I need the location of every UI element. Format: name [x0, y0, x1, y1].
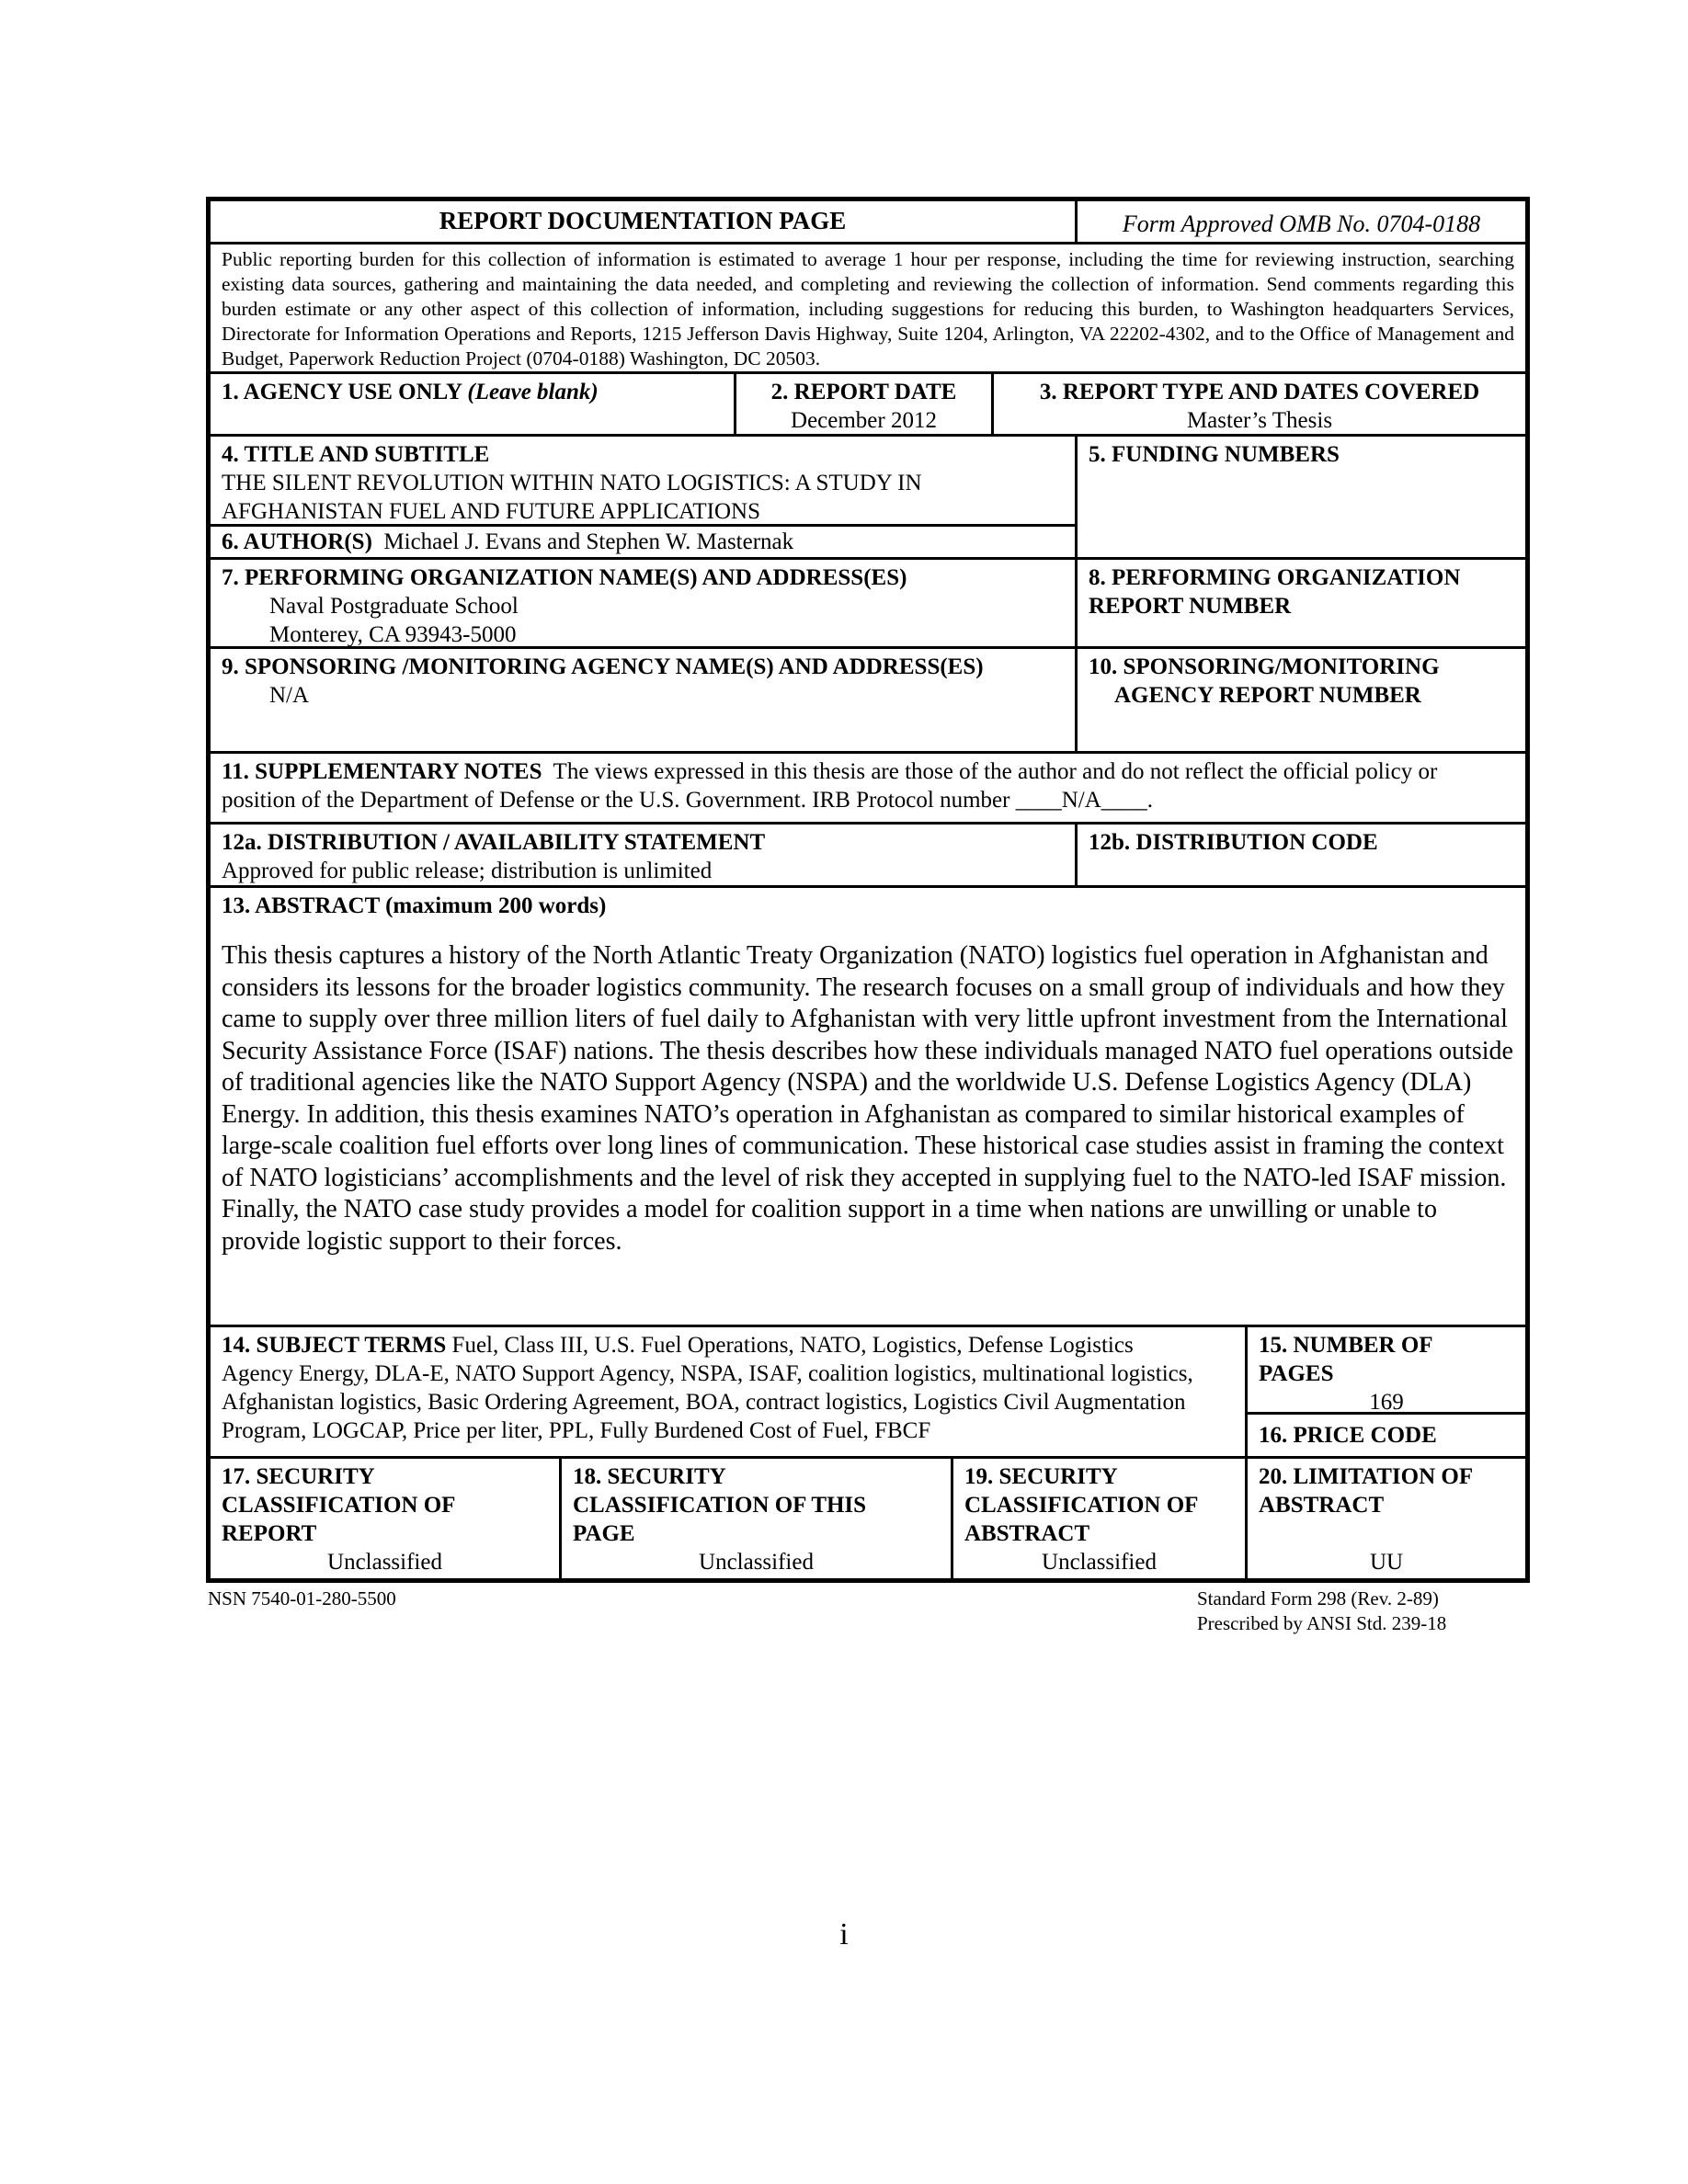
- field-supplementary-notes: [211, 754, 1525, 822]
- field-label: 6. AUTHOR(S): [222, 529, 372, 554]
- field-subject-terms: [211, 1327, 1245, 1456]
- field-label: CLASSIFICATION OF THIS: [573, 1493, 867, 1518]
- field-value: December 2012: [791, 408, 937, 433]
- field-label: 18. SECURITY: [573, 1464, 726, 1489]
- field-label: CLASSIFICATION OF: [964, 1493, 1199, 1518]
- field-distribution-statement: [211, 825, 1075, 885]
- field-title: [211, 437, 1075, 524]
- field-label: 14. SUBJECT TERMS: [222, 1333, 447, 1358]
- field-abstract: [211, 888, 1525, 1325]
- field-label: ABSTRACT: [1259, 1493, 1385, 1518]
- field-label: PAGES: [1259, 1361, 1334, 1386]
- field-value: Approved for public release; distribution is unlimited: [222, 859, 713, 883]
- field-label: 12a. DISTRIBUTION / AVAILABILITY STATEMENT: [222, 830, 766, 855]
- field-label: REPORT NUMBER: [1089, 594, 1292, 619]
- field-label: CLASSIFICATION OF: [222, 1493, 456, 1518]
- field-value: 169: [1369, 1390, 1404, 1412]
- field-label: 13. ABSTRACT (maximum 200 words): [222, 893, 607, 918]
- field-label: 15. NUMBER OF: [1259, 1333, 1433, 1358]
- field-label: 10. SPONSORING/MONITORING: [1089, 654, 1440, 679]
- field-price-code: 16. PRICE CODE: [1259, 1423, 1437, 1448]
- prescribed-by-label: Prescribed by ANSI Std. 239-18: [1197, 1612, 1447, 1634]
- field-authors: [211, 527, 1075, 557]
- field-label: 3. REPORT TYPE AND DATES COVERED: [1039, 380, 1480, 404]
- field-value: Unclassified: [327, 1550, 442, 1575]
- field-number-of-pages: [1248, 1327, 1525, 1412]
- field-label: 17. SECURITY: [222, 1464, 375, 1489]
- field-label: ABSTRACT: [964, 1521, 1090, 1546]
- field-limitation-of-abstract: [1248, 1459, 1525, 1578]
- border-right: [1525, 197, 1530, 1583]
- report-documentation-form: [206, 197, 1530, 1583]
- field-label: 2. REPORT DATE: [770, 380, 957, 404]
- org-address: Monterey, CA 93943-5000: [269, 622, 517, 646]
- field-label: 19. SECURITY: [964, 1464, 1118, 1489]
- field-value: THE SILENT REVOLUTION WITHIN NATO LOGISTICS: A STUDY IN AFGHANISTAN FUEL AND FUTURE APPLICATIONS: [222, 471, 922, 524]
- field-sponsoring-report-number: [1078, 649, 1525, 751]
- form-approved-note: Form Approved OMB No. 0704-0188: [1122, 210, 1481, 237]
- field-label: 1. AGENCY USE ONLY: [222, 380, 468, 404]
- field-label: 11. SUPPLEMENTARY NOTES: [222, 759, 542, 784]
- org-name: Naval Postgraduate School: [269, 594, 519, 619]
- field-value: Fuel, Class III, U.S. Fuel Operations, NATO, Logistics, Defense Logistics Agency Energy, DLA-E, NATO Support Agency, NSPA, ISAF, coalition logistics, multinational logistics, Afghanistan logistics, Basic Ordering Agreement, BOA, contract logistics, Logistics Civil Augmentation Program, LOGCAP, Price per liter, PPL, Fully Burdened Cost of Fuel, FBCF: [222, 1333, 1193, 1443]
- field-value: Unclassified: [1042, 1550, 1157, 1575]
- field-label: 4. TITLE AND SUBTITLE: [222, 442, 490, 467]
- field-label: PAGE: [573, 1521, 635, 1546]
- field-security-classification-report: [211, 1459, 559, 1578]
- field-value: The views expressed in this thesis are those of the author and do not reflect the official policy or position of the Department of Defense or the U.S. Government. IRB Protocol number ____N/A____.: [222, 759, 1438, 813]
- form-title: REPORT DOCUMENTATION PAGE: [439, 207, 847, 234]
- burden-notice: Public reporting burden for this collection of information is estimated to average 1 hour per response, including the time for reviewing instruction, searching existing data sources, gathering and maintaining the data needed, and completing and reviewing the collection of information. Send comments regarding this burden estimate or any other aspect of this collection of information, including suggestions for reducing this burden, to Washington headquarters Services, Directorate for Information Operations and Reports, 1215 Jefferson Davis Highway, Suite 1204, Arlington, VA 22202-4302, and to the Office of Management and Budget, Paperwork Reduction Project (0704-0188) Washington, DC 20503.: [222, 248, 1514, 370]
- field-performing-organization: [211, 560, 1075, 646]
- field-label: 7. PERFORMING ORGANIZATION NAME(S) AND ADDRESS(ES): [222, 565, 907, 590]
- field-value: N/A: [269, 683, 310, 708]
- field-value: Master’s Thesis: [1186, 408, 1333, 433]
- field-security-classification-abstract: [953, 1459, 1245, 1578]
- field-note: (Leave blank): [467, 380, 599, 404]
- standard-form-label: Standard Form 298 (Rev. 2-89): [1197, 1587, 1439, 1610]
- field-label: AGENCY REPORT NUMBER: [1114, 683, 1421, 708]
- field-label: 8. PERFORMING ORGANIZATION: [1089, 565, 1461, 590]
- field-funding-numbers: 5. FUNDING NUMBERS: [1089, 442, 1340, 467]
- field-label: 9. SPONSORING /MONITORING AGENCY NAME(S) AND ADDRESS(ES): [222, 654, 984, 679]
- field-sponsoring-agency: [211, 649, 1075, 751]
- field-value: UU: [1369, 1550, 1404, 1575]
- field-distribution-code: 12b. DISTRIBUTION CODE: [1089, 830, 1378, 855]
- field-report-type: [994, 374, 1525, 434]
- field-report-date: [736, 374, 991, 434]
- abstract-text: This thesis captures a history of the North Atlantic Treaty Organization (NATO) logistics fuel operation in Afghanistan and considers its lessons for the broader logistics community. The research focuses on a small group of individuals and how they came to supply over three million liters of fuel daily to Afghanistan with very little upfront investment from the International Security Assistance Force (ISAF) nations. The thesis describes how these individuals managed NATO fuel operations outside of traditional agencies like the NATO Support Agency (NSPA) and the worldwide U.S. Defense Logistics Agency (DLA) Energy. In addition, this thesis examines NATO’s operation in Afghanistan as compared to similar historical examples of large-scale coalition fuel efforts over long lines of communication. These historical case studies assist in framing the context of NATO logisticians’ accomplishments and the level of risk they accepted in supplying fuel to the NATO-led ISAF mission. Finally, the NATO case study provides a model for coalition support in a time when nations are unwilling or unable to provide logistic support to their forces.: [222, 941, 1513, 1256]
- field-value: Unclassified: [699, 1550, 814, 1575]
- field-label: 20. LIMITATION OF: [1259, 1464, 1474, 1489]
- border-bottom: [206, 1578, 1530, 1583]
- field-security-classification-page: [562, 1459, 951, 1578]
- field-value: Michael J. Evans and Stephen W. Masternak: [383, 529, 794, 554]
- field-agency-use: [211, 374, 734, 434]
- page-number: i: [839, 1917, 849, 1951]
- field-performing-report-number: [1078, 560, 1525, 646]
- nsn-number: NSN 7540-01-280-5500: [208, 1587, 396, 1610]
- field-label: REPORT: [222, 1521, 317, 1546]
